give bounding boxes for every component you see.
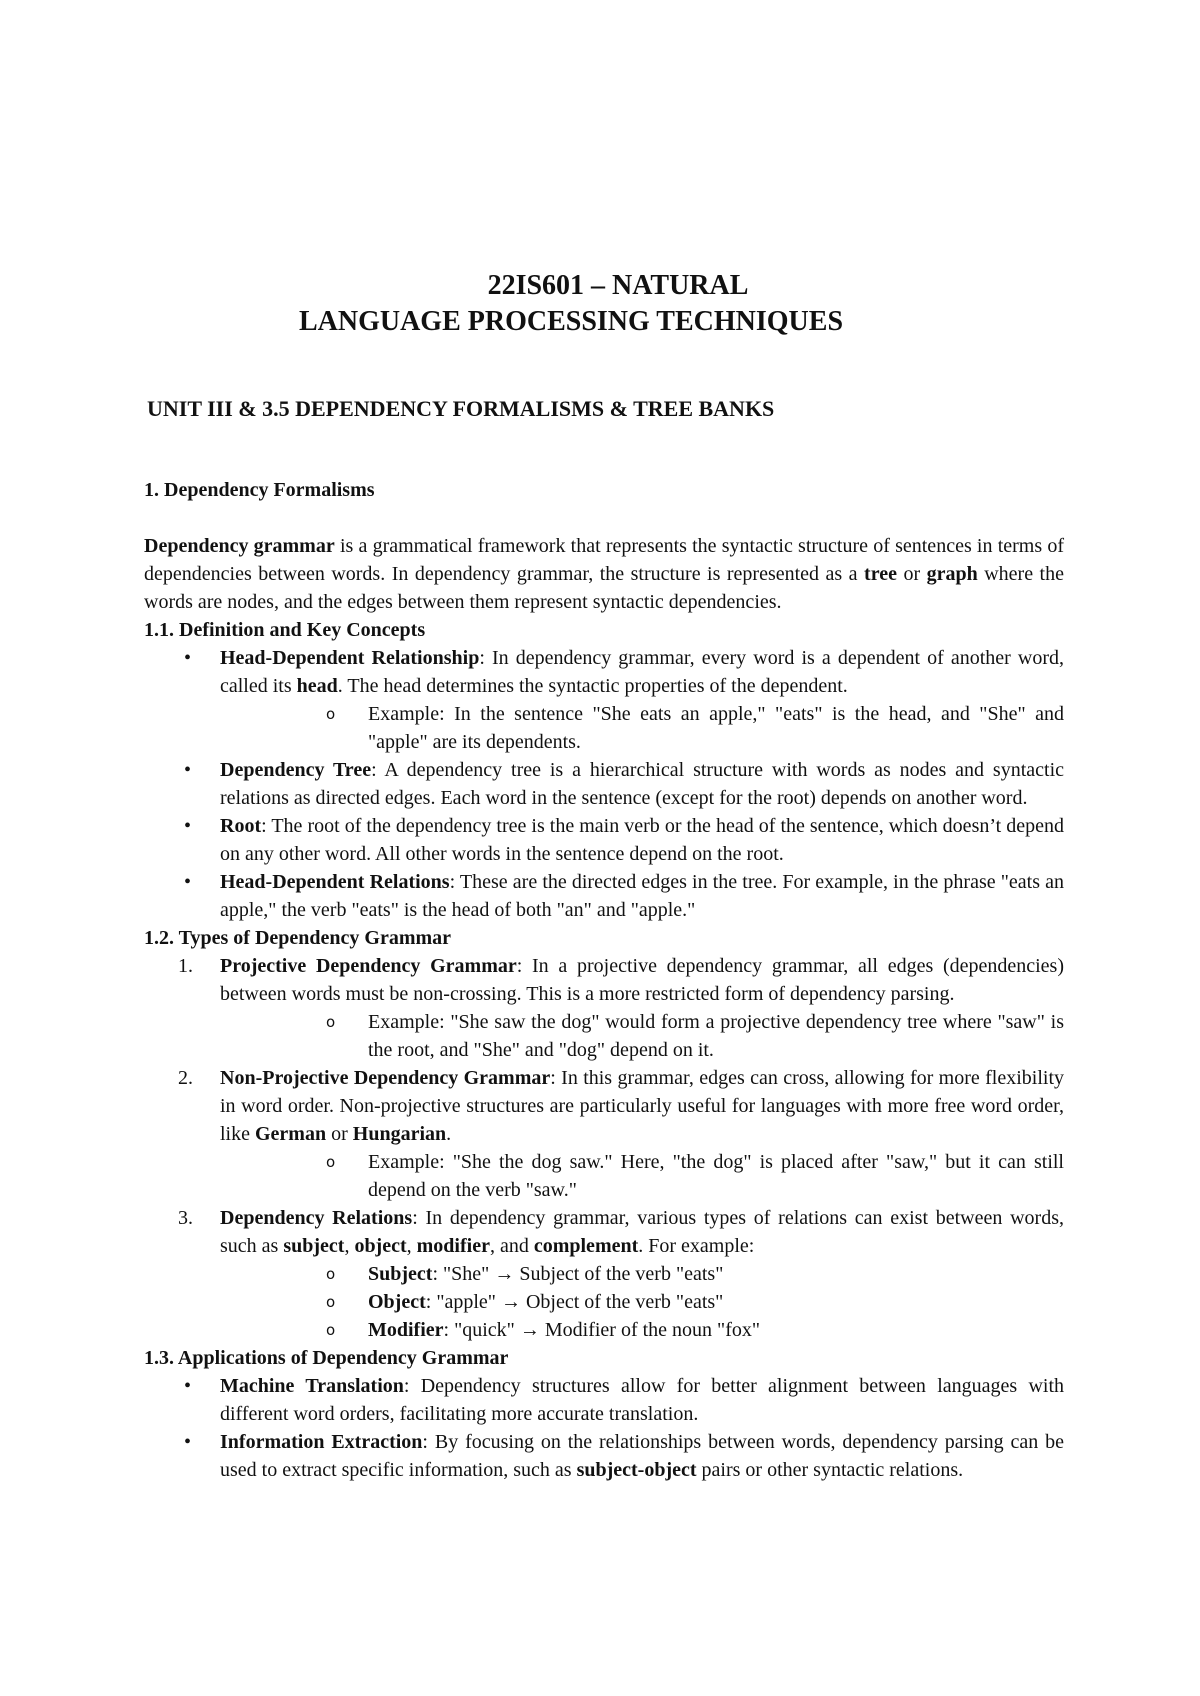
section-1-3-heading: 1.3. Applications of Dependency Grammar	[144, 1347, 509, 1369]
bullet-icon: •	[184, 647, 192, 669]
unit-heading: UNIT III & 3.5 DEPENDENCY FORMALISMS & TREE BANKS	[147, 396, 775, 421]
sub-list-item: o Example: "She saw the dog" would form a projective dependency tree where "saw" is the root, and "She" and "dog" depend on it.	[220, 1008, 1064, 1064]
section-1-1-heading: 1.1. Definition and Key Concepts	[144, 619, 426, 641]
title-line-1: 22IS601 – NATURAL	[487, 270, 749, 301]
bullet-icon: •	[184, 1431, 192, 1453]
term-dependency-grammar: Dependency grammar	[144, 535, 335, 557]
list-number: 1.	[178, 955, 193, 977]
term-tree: tree	[864, 563, 897, 585]
sub-list-item: o Subject: "She" → Subject of the verb "eats"	[220, 1260, 1064, 1288]
sub-list-item: o Object: "apple" → Object of the verb "eats"	[220, 1288, 1064, 1316]
list-item: • Information Extraction: By focusing on the relationships between words, dependency parsing can be used to extract specific information, such as subject-object pairs or other syntactic relations.	[144, 1428, 1064, 1484]
title-line-2: LANGUAGE PROCESSING TECHNIQUES	[298, 306, 844, 337]
types-list	[144, 952, 1064, 1344]
intro-paragraph: Dependency grammar is a grammatical framework that represents the syntactic structure of sentences in terms of dependencies between words. In dependency grammar, the structure is represented as a tree or graph where the words are nodes, and the edges between them represent syntactic dependencies.	[144, 535, 1064, 613]
sub-bullet-icon: o	[326, 1013, 336, 1031]
list-item: • Root: The root of the dependency tree is the main verb or the head of the sentence, which doesn’t depend on any other word. All other words in the sentence depend on the root.	[144, 812, 1064, 868]
term-graph: graph	[926, 563, 978, 585]
bullet-icon: •	[184, 759, 192, 781]
document-body	[144, 476, 1064, 1484]
list-item: • Dependency Tree: A dependency tree is a hierarchical structure with words as nodes and syntactic relations as directed edges. Each word in the sentence (except for the root) depends on another word.	[144, 756, 1064, 812]
list-number: 3.	[178, 1207, 193, 1229]
sub-list-item: o Modifier: "quick" → Modifier of the noun "fox"	[220, 1316, 1064, 1344]
sub-list	[296, 1008, 1064, 1064]
bullet-icon: •	[184, 871, 192, 893]
key-concepts-list	[144, 644, 1064, 924]
bullet-icon: •	[184, 1375, 192, 1397]
sub-bullet-icon: o	[326, 705, 336, 723]
document-title	[0, 268, 1200, 340]
sub-list	[296, 1148, 1064, 1204]
list-item: • Machine Translation: Dependency structures allow for better alignment between languages with different word orders, facilitating more accurate translation.	[144, 1372, 1064, 1428]
list-item: 1. Projective Dependency Grammar: In a projective dependency grammar, all edges (dependencies) between words must be non-crossing. This is a more restricted form of dependency parsing. o Example: "She saw the dog" would form a projective dependency tree where "saw" is the root, and "She" and "dog" depend on it.	[144, 952, 1064, 1064]
list-item: • Head-Dependent Relationship: In dependency grammar, every word is a dependent of another word, called its head. The head determines the syntactic properties of the dependent. o Example: In the sentence "She eats an apple," "eats" is the head, and "She" and "apple" are its dependents.	[144, 644, 1064, 756]
sub-list	[296, 1260, 1064, 1344]
sub-list	[296, 700, 1064, 756]
bullet-icon: •	[184, 815, 192, 837]
section-1-heading: 1. Dependency Formalisms	[144, 479, 375, 501]
list-item: 2. Non-Projective Dependency Grammar: In this grammar, edges can cross, allowing for more flexibility in word order. Non-projective structures are particularly useful for languages with more free word order, like German or Hungarian. o Example: "She the dog saw." Here, "the dog" is placed after "saw," but it can still depend on the verb "saw."	[144, 1064, 1064, 1204]
sub-bullet-icon: o	[326, 1153, 336, 1171]
sub-bullet-icon: o	[326, 1321, 336, 1339]
list-item: 3. Dependency Relations: In dependency grammar, various types of relations can exist between words, such as subject, object, modifier, and complement. For example: o Subject: "She" → Subject of the verb "eats" o Object: "apple" → Object of the verb "eats" o Modifier: "quick" → Modifier of the noun "fox"	[144, 1204, 1064, 1344]
sub-list-item: o Example: "She the dog saw." Here, "the dog" is placed after "saw," but it can still depend on the verb "saw."	[220, 1148, 1064, 1204]
list-item: • Head-Dependent Relations: These are the directed edges in the tree. For example, in the phrase "eats an apple," the verb "eats" is the head of both "an" and "apple."	[144, 868, 1064, 924]
section-1-2-heading: 1.2. Types of Dependency Grammar	[144, 927, 452, 949]
list-number: 2.	[178, 1067, 193, 1089]
sub-list-item: o Example: In the sentence "She eats an apple," "eats" is the head, and "She" and "apple" are its dependents.	[220, 700, 1064, 756]
applications-list	[144, 1372, 1064, 1484]
sub-bullet-icon: o	[326, 1265, 336, 1283]
sub-bullet-icon: o	[326, 1293, 336, 1311]
